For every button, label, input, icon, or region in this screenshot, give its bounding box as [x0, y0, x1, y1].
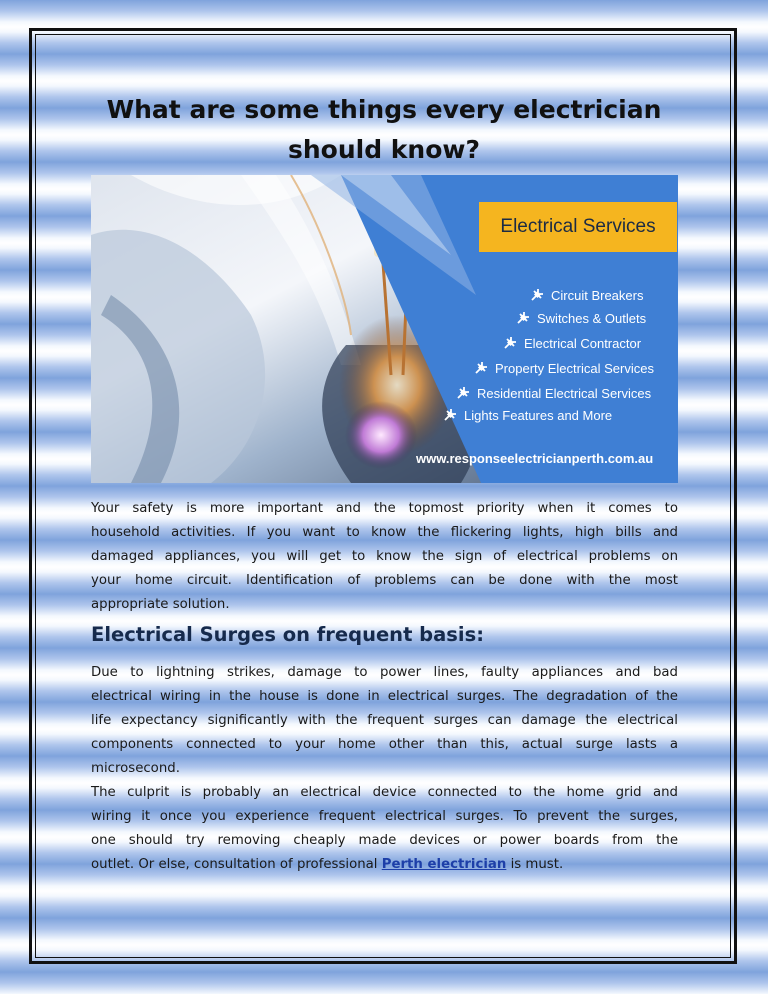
perth-electrician-link[interactable]: Perth electrician: [381, 857, 507, 872]
text-line: wiring it once you experience frequent electrical surges. To prevent the surges,: [91, 809, 678, 824]
banner-website: www.responseelectricianperth.com.au: [416, 450, 654, 466]
title-line: What are some things every electrician: [106, 95, 662, 124]
text-line: household activities. If you want to know the flickering lights, high bills and: [91, 525, 678, 540]
service-item: [515, 308, 646, 328]
page-title: [80, 90, 688, 170]
banner-heading: Electrical Services: [479, 202, 677, 252]
text-line: Due to lightning strikes, damage to power lines, faulty appliances and bad: [91, 665, 678, 680]
text-line: components connected to your home other than this, actual surge lasts a: [91, 737, 678, 752]
plug-icon: [502, 335, 518, 351]
service-item: [442, 405, 612, 425]
surges-paragraph-2: [91, 781, 678, 877]
text-line: damaged appliances, you will get to know the sign of electrical problems on: [91, 549, 678, 564]
text-line: Your safety is more important and the topmost priority when it comes to: [91, 501, 678, 516]
plug-icon: [455, 385, 471, 401]
text-fragment: outlet. Or else, consultation of professional: [91, 857, 382, 872]
text-line: life expectancy significantly with the frequent surges can damage the electrical: [91, 713, 678, 728]
text-line: appropriate solution.: [91, 597, 230, 612]
text-line: [91, 853, 678, 877]
plug-icon: [442, 407, 458, 423]
service-label: Lights Features and More: [464, 407, 613, 423]
text-line: The culprit is probably an electrical device connected to the home grid and: [91, 785, 678, 800]
plug-icon: [529, 287, 545, 303]
title-line: should know?: [287, 135, 481, 164]
text-line: microsecond.: [91, 761, 180, 776]
intro-paragraph: [91, 497, 678, 617]
plug-icon: [515, 310, 531, 326]
text-fragment: is must.: [506, 857, 564, 872]
service-label: Switches & Outlets: [537, 310, 647, 326]
text-line: one should try removing cheaply made devices or power boards from the: [91, 833, 678, 848]
service-item: [473, 358, 654, 378]
service-label: Circuit Breakers: [551, 287, 644, 303]
service-label: Electrical Contractor: [524, 335, 642, 351]
service-label: Property Electrical Services: [495, 360, 654, 376]
surges-paragraph-1: [91, 661, 678, 781]
text-line: electrical wiring in the house is done in electrical surges. The degradation of the: [91, 689, 678, 704]
section-heading: Electrical Surges on frequent basis:: [91, 623, 484, 646]
text-line: your home circuit. Identification of problems can be done with the most: [91, 573, 678, 588]
plug-icon: [473, 360, 489, 376]
service-item: [529, 285, 643, 305]
service-label: Residential Electrical Services: [477, 385, 652, 401]
service-item: [502, 333, 641, 353]
service-item: [455, 383, 651, 403]
